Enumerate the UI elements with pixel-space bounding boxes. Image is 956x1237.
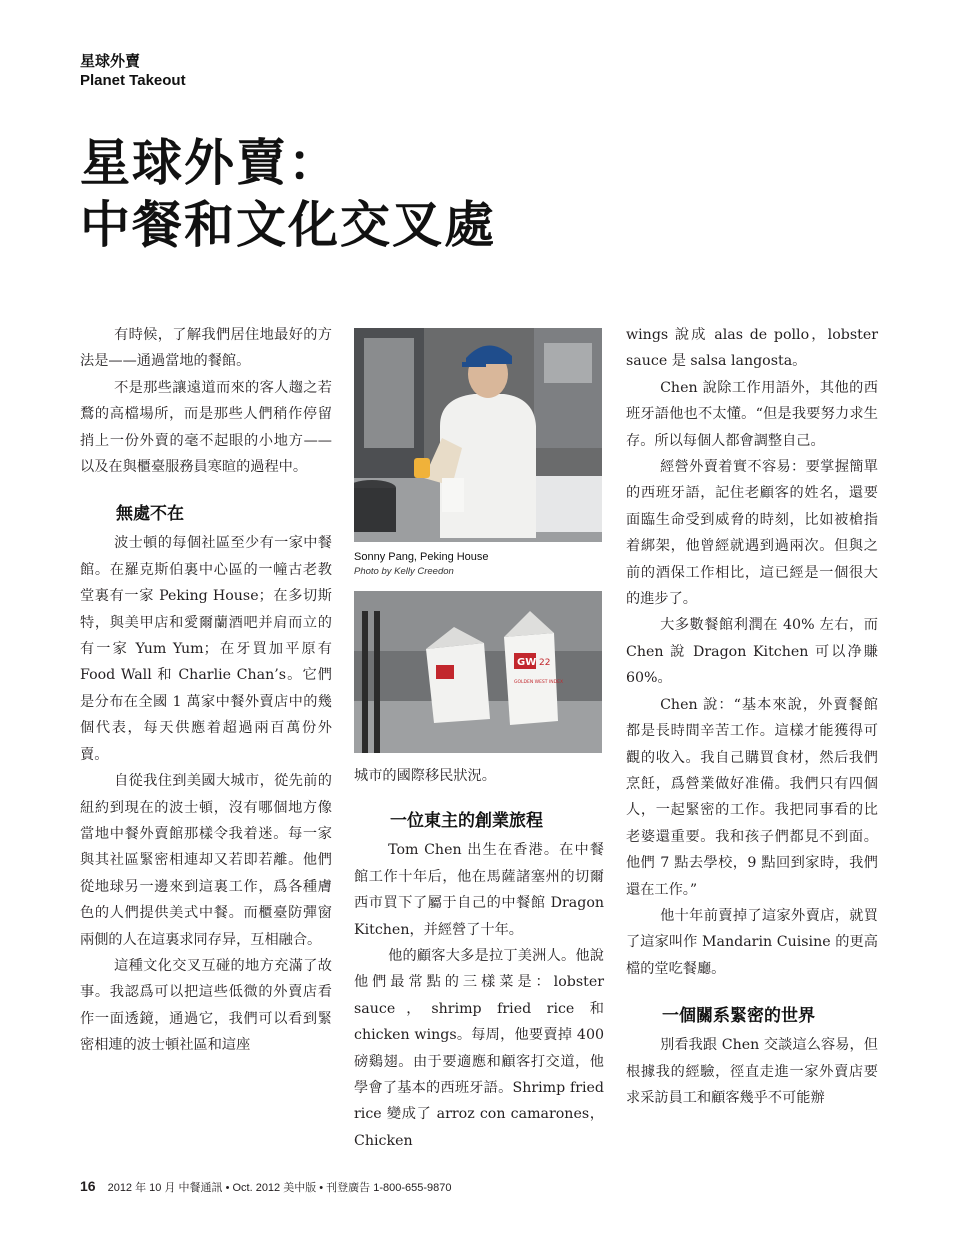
subheading: 無處不在 bbox=[116, 504, 184, 525]
section-title-en: Planet Takeout bbox=[80, 72, 186, 89]
paragraph: Chen 說：“基本來說，外賣餐館都是長時間辛苦工作。這樣才能獲得可觀的收入。我自己購買食材，然后我們烹飪，爲營業做好准備。我們只有四個人，一起緊密的工作。我把同事看的比老婆還重要。我和孩子們都見不到面。他們 7 點去學校，9 點回到家時，我們還在工作。” bbox=[626, 696, 878, 898]
paragraph: 不是那些讓遠道而來的客人趨之若鶩的高檔場所，而是那些人們稍作停留捎上一份外賣的毫不起眼的小地方——以及在與櫃臺服務員寒暄的過程中。 bbox=[80, 379, 332, 476]
column-1 bbox=[80, 322, 332, 1059]
paragraph: Tom Chen 出生在香港。在中餐館工作十年后，他在馬薩諸塞州的切爾西市買下了屬于自己的中餐館 Dragon Kitchen，并經營了十年。 bbox=[354, 842, 604, 938]
paragraph: 別看我跟 Chen 交談這么容易，但根據我的經驗，徑直走進一家外賣店要求采訪員工和顧客幾乎不可能辦 bbox=[626, 1037, 878, 1106]
paragraph: 經營外賣着實不容易：要掌握簡單的西班牙語，記住老顧客的姓名，還要面臨生命受到威脅的時刻，比如被槍指着綁架，他曾經就遇到過兩次。但與之前的酒保工作相比，這已經是一個很大的進步了。 bbox=[626, 459, 878, 608]
takeout-boxes-illustration bbox=[354, 591, 602, 753]
photo-cook bbox=[354, 328, 602, 542]
column-2 bbox=[354, 322, 604, 1154]
photo-credit: Photo by Kelly Creedon bbox=[354, 566, 454, 577]
subheading: 一位東主的創業旅程 bbox=[390, 811, 543, 832]
footer-text: 2012 年 10 月 中餐通訊 • Oct. 2012 美中版 • 刊登廣告 1-800-655-9870 bbox=[107, 1182, 452, 1194]
paragraph: 城市的國際移民狀況。 bbox=[354, 768, 496, 784]
box-brand-text: GW bbox=[517, 657, 537, 668]
paragraph: 大多數餐館利潤在 40% 左右，而 Chen 說 Dragon Kitchen 可以净賺 60%。 bbox=[626, 617, 878, 687]
paragraph: wings 說成 alas de pollo，lobster sauce 是 salsa langosta。 bbox=[626, 327, 878, 370]
paragraph: 他的顧客大多是拉丁美洲人。他說他們最常點的三樣菜是：lobster sauce，shrimp fried rice 和 chicken wings。每周，他要賣掉 400 磅鷄翅。由于要適應和顧客打交道，他學會了基本的西班牙語。Shrimp fried rice 變成了 arroz con camarones，Chicken bbox=[354, 948, 604, 1149]
box-small-text: GOLDEN WEST INDEX bbox=[514, 680, 564, 685]
photo-takeout-boxes bbox=[354, 591, 602, 753]
paragraph: 波士頓的每個社區至少有一家中餐館。在羅克斯伯裏中心區的一幢古老教堂裏有一家 Peking House；在多切斯特，與美甲店和愛爾蘭酒吧并肩而立的有一家 Yum Yum；在牙買加平原有 Food Wall 和 Charlie Chan’s。它們是分布在全國 1 萬家中餐外賣店中的幾個代表，每天供應着超過兩百萬份外賣。 bbox=[80, 535, 332, 763]
cook-illustration bbox=[354, 328, 602, 542]
paragraph: 這種文化交叉互碰的地方充滿了故事。我認爲可以把這些低微的外賣店看作一面透鏡，通過它，我們可以看到緊密相連的波士頓社區和這座 bbox=[80, 957, 332, 1054]
column-3 bbox=[626, 322, 878, 1111]
headline-line-1: 星球外賣： bbox=[80, 133, 340, 192]
page-footer bbox=[80, 1178, 452, 1195]
box-number-text: 22 bbox=[539, 658, 551, 668]
section-title-zh: 星球外賣 bbox=[80, 53, 141, 70]
paragraph: 自從我住到美國大城市，從先前的紐約到現在的波士頓，沒有哪個地方像當地中餐外賣館那樣令我着迷。每一家與其社區緊密相連却又若即若離。他們從地球另一邊來到這裏工作，爲各種膚色的人們提供美式中餐。而櫃臺防彈窗兩側的人在這裏求同存异，互相融合。 bbox=[80, 773, 332, 948]
section-tag bbox=[80, 52, 186, 90]
page-number: 16 bbox=[80, 1178, 96, 1194]
headline-line-2: 中餐和文化交叉處 bbox=[80, 195, 496, 254]
paragraph: 有時候，了解我們居住地最好的方法是——通過當地的餐館。 bbox=[80, 327, 332, 370]
paragraph: Chen 說除工作用語外，其他的西班牙語他也不太懂。“但是我要努力求生存。所以每個人都會調整自己。 bbox=[626, 379, 878, 449]
photo-caption: Sonny Pang, Peking House bbox=[354, 551, 489, 563]
subheading: 一個關系緊密的世界 bbox=[662, 1006, 815, 1027]
paragraph: 他十年前賣掉了這家外賣店，就買了這家叫作 Mandarin Cuisine 的更高檔的堂吃餐廳。 bbox=[626, 907, 878, 977]
article-headline bbox=[80, 132, 496, 256]
